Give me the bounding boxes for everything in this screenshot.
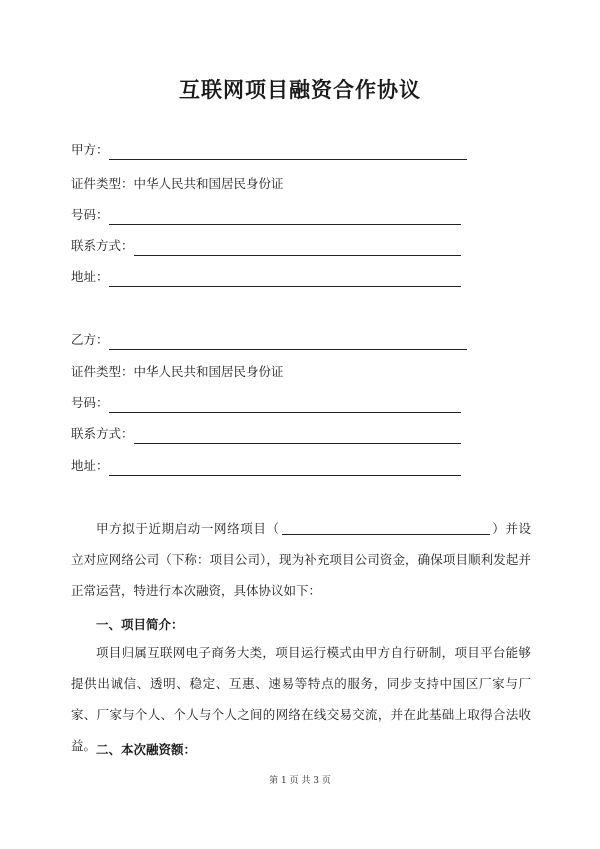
party-b-label: 乙方：: [71, 332, 109, 347]
party-b-blank[interactable]: [109, 335, 467, 350]
party-a-row: [71, 140, 467, 160]
party-a-number-blank[interactable]: [109, 210, 461, 225]
party-b-id-type-label: 证件类型：: [71, 364, 134, 379]
party-b-id-type-row: [71, 362, 284, 382]
project-name-blank[interactable]: [282, 521, 490, 535]
party-a-id-type-label: 证件类型：: [71, 176, 134, 191]
party-a-label: 甲方：: [71, 142, 109, 157]
document-title: 互联网项目融资合作协议: [179, 77, 421, 102]
party-b-contact-label: 联系方式：: [71, 426, 134, 441]
party-b-address-label: 地址：: [71, 458, 109, 473]
party-b-address-row: [71, 456, 461, 476]
party-a-number-label: 号码：: [71, 207, 109, 222]
party-a-address-label: 地址：: [71, 269, 109, 284]
section-1-body: 项目归属互联网电子商务大类，项目运行模式由甲方自行研制，项目平台能够提供出诚信、透明、稳定、互惠、速易等特点的服务，同步支持中国区厂家与厂家、厂家与个人、个人与个人之间的网络在线交易交流，并在此基础上取得合法收益。: [71, 645, 531, 753]
party-b-address-blank[interactable]: [109, 461, 461, 476]
party-b-row: [71, 330, 467, 350]
party-b-number-label: 号码：: [71, 395, 109, 410]
party-b-number-row: [71, 393, 461, 413]
party-b-contact-row: [71, 424, 461, 444]
party-a-contact-blank[interactable]: [134, 241, 461, 256]
party-a-contact-row: [71, 236, 461, 256]
party-a-blank[interactable]: [109, 145, 467, 160]
party-a-address-blank[interactable]: [109, 272, 461, 287]
party-b-id-type-value: 中华人民共和国居民身份证: [133, 364, 284, 379]
party-a-contact-label: 联系方式：: [71, 238, 134, 253]
party-a-number-row: [71, 205, 461, 225]
party-b-number-blank[interactable]: [109, 398, 461, 413]
party-a-address-row: [71, 267, 461, 287]
intro-text-part2: ）并设立对应网络公司（下称：项目公司），现为补充项目公司资金，确保项目顺利发起并正常运营，特进行本次融资，具体协议如下：: [71, 521, 531, 598]
section-2-heading: 二、本次融资额：: [96, 742, 197, 757]
intro-text-part1: 甲方拟于近期启动一网络项目（: [96, 521, 280, 536]
page-footer: 第 1 页 共 3 页: [269, 776, 331, 786]
party-a-id-type-row: [71, 174, 284, 194]
party-a-id-type-value: 中华人民共和国居民身份证: [133, 176, 284, 191]
intro-paragraph: [71, 513, 531, 606]
section-1-heading: 一、项目简介：: [96, 617, 184, 632]
party-b-contact-blank[interactable]: [134, 429, 461, 444]
